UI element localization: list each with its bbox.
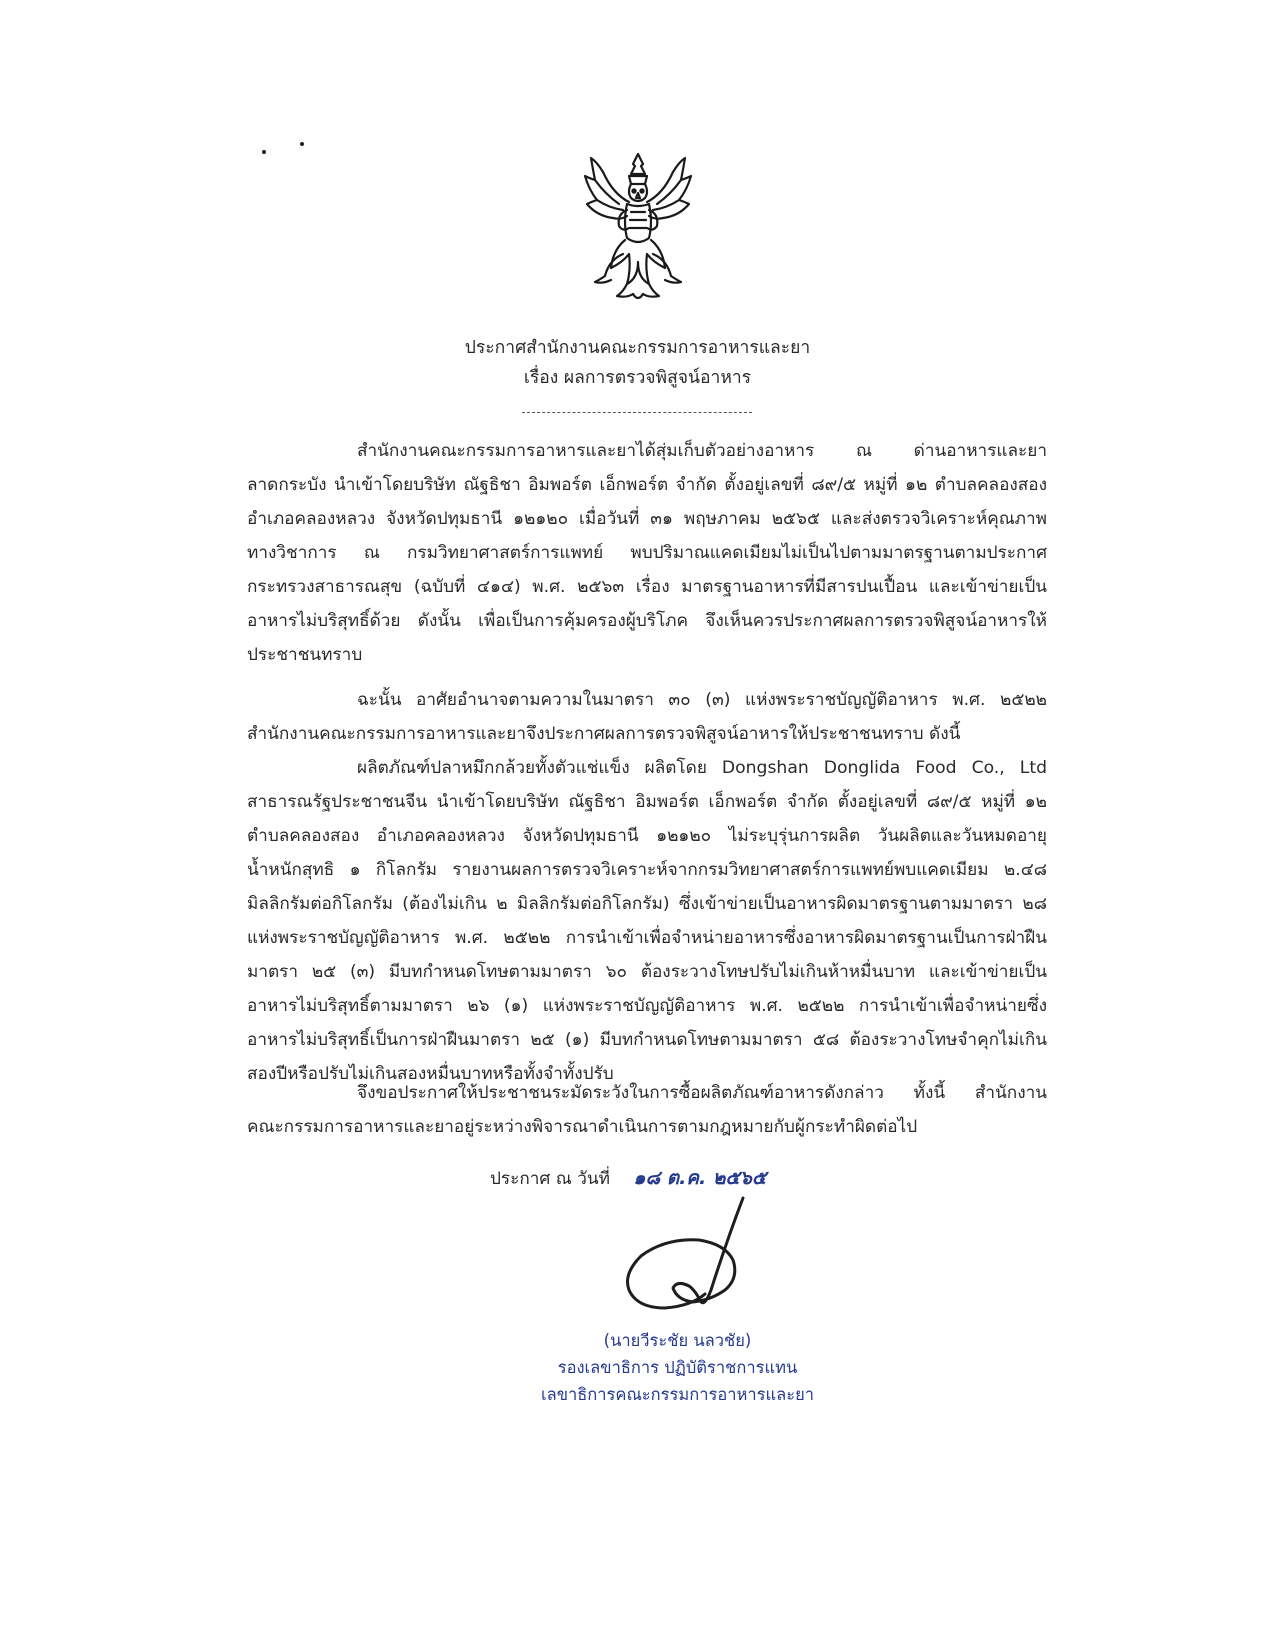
paragraph-line: ประชาชนทราบ [247, 645, 363, 665]
paragraph-product-findings [247, 751, 1047, 1091]
scan-speck [300, 142, 304, 146]
paragraph-line: แห่งพระราชบัญญัติอาหาร พ.ศ. ๒๕๒๒ การนำเข้าเพื่อจำหน่ายอาหารซึ่งอาหารผิดมาตรฐานเป็นการฝ่าฝืน [247, 928, 1047, 948]
announcement-date [490, 1163, 766, 1193]
scan-speck [262, 150, 266, 154]
paragraph-line: คณะกรรมการอาหารและยาอยู่ระหว่างพิจารณาดำเนินการตามกฎหมายกับผู้กระทำผิดต่อไป [247, 1117, 918, 1137]
signatory-position: รองเลขาธิการ ปฏิบัติราชการแทน [557, 1358, 798, 1377]
paragraph-line: ทางวิชาการ ณ กรมวิทยาศาสตร์การแพทย์ พบปริมาณแคดเมียมไม่เป็นไปตามมาตรฐานตามประกาศ [247, 543, 1047, 563]
announcement-title: ประกาศสำนักงานคณะกรรมการอาหารและยา [464, 338, 811, 358]
date-value: ๑๘ ต.ค. ๒๕๖๕ [633, 1167, 767, 1189]
paragraph-line: มาตรา ๒๕ (๓) มีบทกำหนดโทษตามมาตรา ๖๐ ต้องระวางโทษปรับไม่เกินห้าหมื่นบาท และเข้าข่ายเป็น [247, 962, 1047, 982]
paragraph-line: ตำบลคลองสอง อำเภอคลองหลวง จังหวัดปทุมธานี ๑๒๑๒๐ ไม่ระบุรุ่นการผลิต วันผลิตและวันหมดอายุ [247, 826, 1047, 846]
paragraph-line: ผลิตภัณฑ์ปลาหมึกกล้วยทั้งตัวแช่แข็ง ผลิตโดย Dongshan Donglida Food Co., Ltd [357, 758, 1047, 778]
paragraph-sampling [247, 434, 1047, 672]
paragraph-line: สำนักงานคณะกรรมการอาหารและยาได้สุ่มเก็บตัวอย่างอาหาร ณ ด่านอาหารและยา [357, 441, 1047, 461]
paragraph-line: อาหารไม่บริสุทธิ์ด้วย ดังนั้น เพื่อเป็นการคุ้มครองผู้บริโภค จึงเห็นควรประกาศผลการตรวจพิสูจน์อาหารให้ [247, 611, 1047, 631]
paragraph-line: ฉะนั้น อาศัยอำนาจตามความในมาตรา ๓๐ (๓) แห่งพระราชบัญญัติอาหาร พ.ศ. ๒๕๒๒ [357, 690, 1047, 710]
garuda-emblem-icon [583, 150, 693, 305]
paragraph-line: อาหารไม่บริสุทธิ์เป็นการฝ่าฝืนมาตรา ๒๕ (๑) มีบทกำหนดโทษตามมาตรา ๕๘ ต้องระวางโทษจำคุกไม่เกิน [247, 1030, 1047, 1050]
title-divider [522, 412, 752, 413]
paragraph-line: กระทรวงสาธารณสุข (ฉบับที่ ๔๑๔) พ.ศ. ๒๕๖๓ เรื่อง มาตรฐานอาหารที่มีสารปนเปื้อน และเข้าข่ายเป็น [247, 577, 1047, 597]
paragraph-line: ลาดกระบัง นำเข้าโดยบริษัท ณัฐธิชา อิมพอร์ต เอ็กพอร์ต จำกัด ตั้งอยู่เลขที่ ๘๙/๕ หมู่ที่ ๑๒ ตำบลคลองสอง [247, 475, 1047, 495]
paragraph-line: สำนักงานคณะกรรมการอาหารและยาจึงประกาศผลการตรวจพิสูจน์อาหารให้ประชาชนทราบ ดังนี้ [247, 724, 961, 744]
paragraph-warning [247, 1076, 1047, 1144]
announcement-subject: เรื่อง ผลการตรวจพิสูจน์อาหาร [523, 368, 752, 388]
paragraph-authority [247, 683, 1047, 751]
date-label: ประกาศ ณ วันที่ [490, 1169, 610, 1189]
paragraph-line: จึงขอประกาศให้ประชาชนระมัดระวังในการซื้อผลิตภัณฑ์อาหารดังกล่าว ทั้งนี้ สำนักงาน [357, 1083, 1047, 1103]
paragraph-line: น้ำหนักสุทธิ ๑ กิโลกรัม รายงานผลการตรวจวิเคราะห์จากกรมวิทยาศาสตร์การแพทย์พบแคดเมียม ๒.๔๘ [247, 860, 1047, 880]
paragraph-line: สาธารณรัฐประชาชนจีน นำเข้าโดยบริษัท ณัฐธิชา อิมพอร์ต เอ็กพอร์ต จำกัด ตั้งอยู่เลขที่ ๘๙/๕ หมู่ที่ ๑๒ [247, 792, 1047, 812]
paragraph-line: สองปีหรือปรับไม่เกินสองหมื่นบาทหรือทั้งจำทั้งปรับ [247, 1064, 614, 1084]
signatory-office: เลขาธิการคณะกรรมการอาหารและยา [540, 1385, 815, 1404]
signatory-name: (นายวีระชัย นลวชัย) [603, 1331, 752, 1350]
paragraph-line: อำเภอคลองหลวง จังหวัดปทุมธานี ๑๒๑๒๐ เมื่อวันที่ ๓๑ พฤษภาคม ๒๕๖๕ และส่งตรวจวิเคราะห์คุณภาพ [247, 509, 1047, 529]
handwritten-signature [615, 1190, 765, 1320]
paragraph-line: มิลลิกรัมต่อกิโลกรัม (ต้องไม่เกิน ๒ มิลลิกรัมต่อกิโลกรัม) ซึ่งเข้าข่ายเป็นอาหารผิดมาตรฐานตามมาตรา ๒๘ [247, 894, 1047, 914]
paragraph-line: อาหารไม่บริสุทธิ์ตามมาตรา ๒๖ (๑) แห่งพระราชบัญญัติอาหาร พ.ศ. ๒๕๒๒ การนำเข้าเพื่อจำหน่ายซึ่ง [247, 996, 1047, 1016]
